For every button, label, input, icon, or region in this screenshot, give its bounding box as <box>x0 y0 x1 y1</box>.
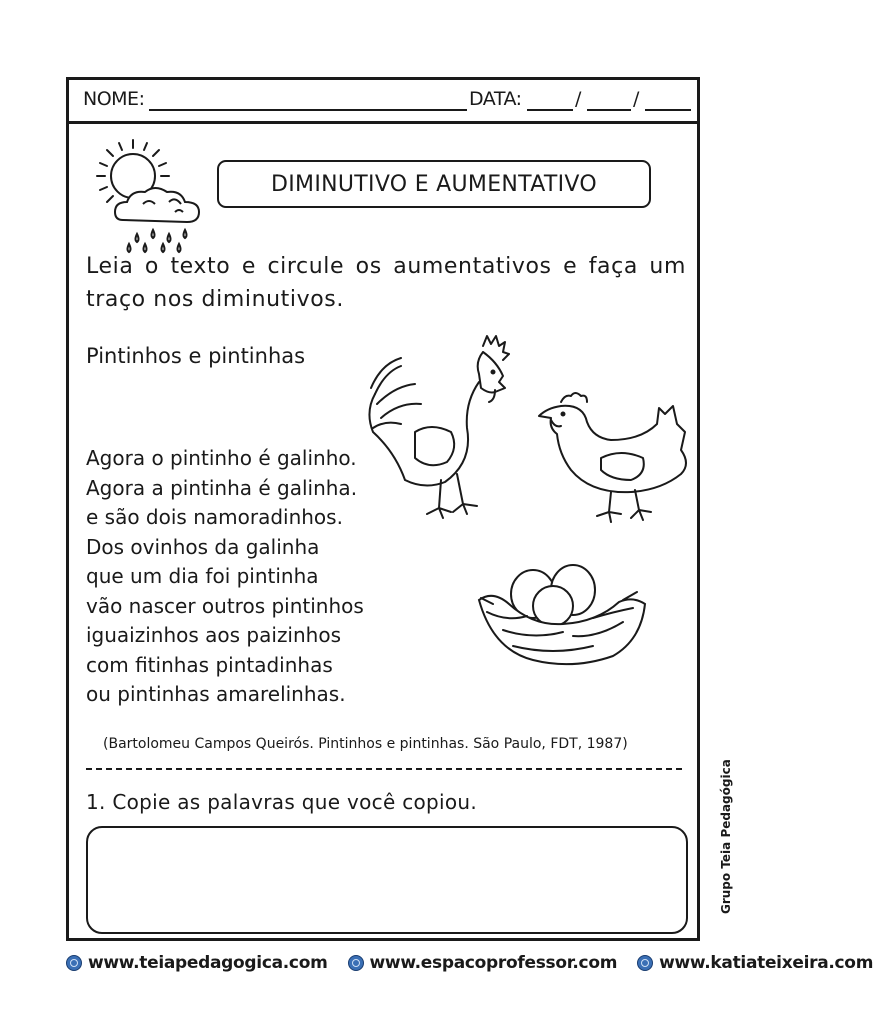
poem-line: e são dois namoradinhos. <box>86 505 343 529</box>
globe-icon <box>66 955 82 971</box>
side-brand <box>706 759 742 922</box>
poem-line: iguaizinhos aos paizinhos <box>86 623 341 647</box>
footer-link-text: www.espacoprofessor.com <box>369 953 618 973</box>
page-title: DIMINUTIVO E AUMENTATIVO <box>271 171 597 197</box>
globe-icon <box>348 955 364 971</box>
question-1: 1. Copie as palavras que você copiou. <box>86 790 478 814</box>
name-field-line[interactable] <box>149 109 467 111</box>
footer-link-katiateixeira[interactable] <box>637 953 873 973</box>
date-label: DATA: <box>469 88 522 110</box>
hen-icon <box>531 384 701 534</box>
poem-citation: (Bartolomeu Campos Queirós. Pintinhos e pintinhas. São Paulo, FDT, 1987) <box>103 736 628 752</box>
poem-line: vão nascer outros pintinhos <box>86 593 364 618</box>
poem-line: Agora o pintinho é galinho. <box>86 446 357 470</box>
footer-link-text: www.teiapedagogica.com <box>88 953 328 973</box>
globe-icon <box>637 955 653 971</box>
poem-line: ou pintinhas amarelinhas. <box>86 682 346 706</box>
footer-link-espacoprofessor[interactable] <box>348 953 618 973</box>
date-year-line[interactable] <box>645 109 691 111</box>
footer-link-text: www.katiateixeira.com <box>659 953 873 973</box>
answer-box[interactable] <box>86 826 688 934</box>
date-separator: / <box>575 88 582 110</box>
footer-link-teiapedagogica[interactable] <box>66 953 328 973</box>
sun-cloud-icon <box>83 134 213 254</box>
date-separator: / <box>633 88 640 110</box>
worksheet-frame <box>66 77 700 941</box>
title-box <box>217 160 651 208</box>
instruction-text: Leia o texto e circule os aumentativos e faça um traço nos diminutivos. <box>86 254 686 312</box>
poem-title: Pintinhos e pintinhas <box>86 344 306 368</box>
name-label: NOME: <box>83 88 145 110</box>
dashed-divider <box>86 768 682 770</box>
poem-line: com fitinhas pintadinhas <box>86 652 333 677</box>
header-row <box>69 80 697 124</box>
poem-line: Agora a pintinha é galinha. <box>86 475 358 500</box>
nest-icon <box>473 560 653 670</box>
rooster-icon <box>355 332 525 532</box>
poem-line: que um dia foi pintinha <box>86 564 319 588</box>
poem-body <box>86 444 364 710</box>
footer <box>66 950 873 976</box>
side-brand-text: Grupo Teia Pedagógica <box>719 759 733 914</box>
date-day-line[interactable] <box>527 109 573 111</box>
date-month-line[interactable] <box>587 109 631 111</box>
poem-line: Dos ovinhos da galinha <box>86 534 320 559</box>
